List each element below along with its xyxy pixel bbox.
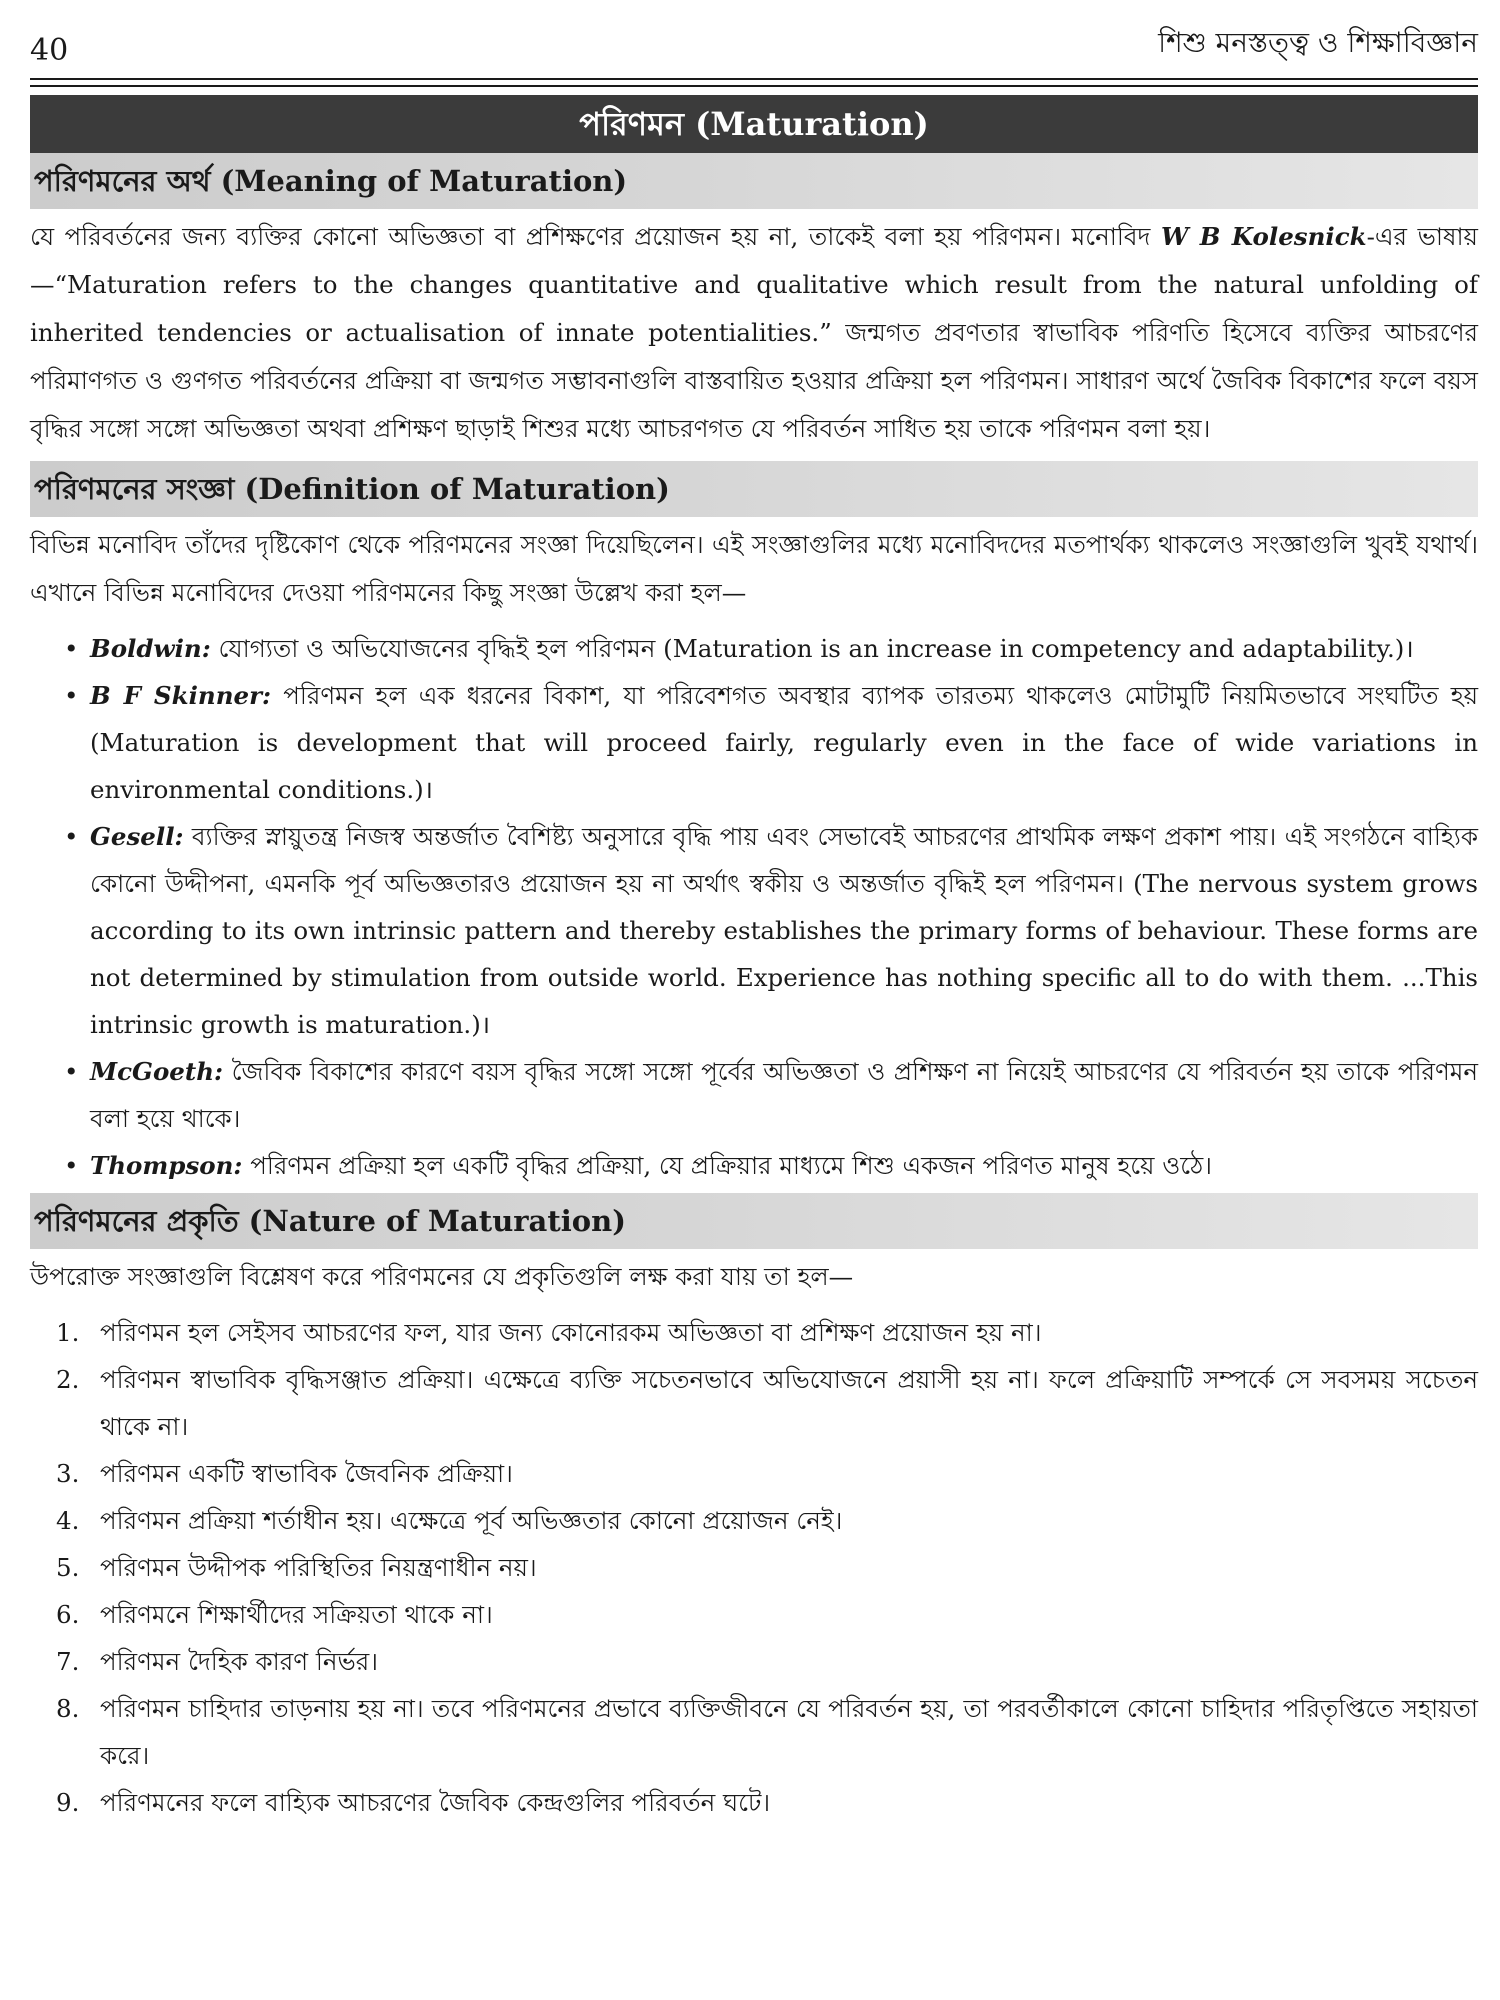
nature-text: পরিণমন চাহিদার তাড়নায় হয় না। তবে পরিণমনের প্রভাবে ব্যক্তিজীবনে যে পরিবর্তন হয়, তা পরবর্তীকালে কোনো চাহিদার পরিতৃপ্তিতে সহায়তা করে। [100, 1694, 1478, 1770]
nature-text: পরিণমন হল সেইসব আচরণের ফল, যার জন্য কোনোরকম অভিজ্ঞতা বা প্রশিক্ষণ প্রয়োজন হয় না। [100, 1318, 1042, 1347]
definition-item [64, 813, 1478, 1048]
nature-list [30, 1309, 1478, 1826]
nature-item [56, 1779, 1478, 1826]
meaning-paragraph [30, 213, 1478, 453]
page-number: 40 [30, 33, 69, 68]
section-heading-meaning: পরিণমনের অর্থ (Meaning of Maturation) [30, 153, 1478, 209]
definition-text: জৈবিক বিকাশের কারণে বয়স বৃদ্ধির সঙ্গো সঙ্গো পূর্বের অভিজ্ঞতা ও প্রশিক্ষণ না নিয়েই আচরণের যে পরিবর্তন হয় তাকে পরিণমন বলা হয়ে থাকে। [90, 1057, 1478, 1133]
definition-list [30, 625, 1478, 1189]
item-number: 4. [56, 1506, 80, 1535]
bullet-icon: • [64, 634, 79, 663]
bullet-icon: • [64, 681, 79, 710]
item-number: 6. [56, 1600, 80, 1629]
bullet-icon: • [64, 1057, 79, 1086]
nature-intro: উপরোক্ত সংজ্ঞাগুলি বিশ্লেষণ করে পরিণমনের যে প্রকৃতিগুলি লক্ষ করা যায় তা হল— [30, 1262, 854, 1291]
nature-item [56, 1450, 1478, 1497]
nature-item [56, 1309, 1478, 1356]
nature-text: পরিণমনের ফলে বাহ্যিক আচরণের জৈবিক কেন্দ্রগুলির পরিবর্তন ঘটে। [100, 1788, 771, 1817]
definition-term: Gesell: [90, 822, 184, 851]
nature-item [56, 1497, 1478, 1544]
item-number: 9. [56, 1788, 80, 1817]
definition-term: B F Skinner: [90, 681, 272, 710]
bullet-icon: • [64, 1151, 79, 1180]
author-name: W B Kolesnick [1160, 222, 1367, 251]
section-heading-definition: পরিণমনের সংজ্ঞা (Definition of Maturation) [30, 461, 1478, 517]
section-heading-nature: পরিণমনের প্রকৃতি (Nature of Maturation) [30, 1193, 1478, 1249]
item-number: 5. [56, 1553, 80, 1582]
nature-item [56, 1356, 1478, 1450]
running-head [30, 24, 1478, 68]
nature-text: পরিণমন দৈহিক কারণ নির্ভর। [100, 1647, 378, 1676]
definition-text: পরিণমন প্রক্রিয়া হল একটি বৃদ্ধির প্রক্রিয়া, যে প্রক্রিয়ার মাধ্যমে শিশু একজন পরিণত মানুষ হয়ে ওঠে। [242, 1151, 1212, 1180]
definition-item [64, 1048, 1478, 1142]
definition-term: Thompson: [90, 1151, 243, 1180]
nature-text: পরিণমনে শিক্ষার্থীদের সক্রিয়তা থাকে না। [100, 1600, 493, 1629]
item-number: 3. [56, 1459, 80, 1488]
nature-item [56, 1544, 1478, 1591]
nature-item [56, 1685, 1478, 1779]
definition-text: পরিণমন হল এক ধরনের বিকাশ, যা পরিবেশগত অবস্থার ব্যাপক তারতম্য থাকলেও মোটামুটি নিয়মিতভাবে সংঘটিত হয় (Maturation is development that will proceed fairly, regularly even in the face of wide variations in environmental conditions.)। [90, 681, 1478, 804]
definition-item [64, 625, 1478, 672]
item-number: 7. [56, 1647, 80, 1676]
nature-text: পরিণমন স্বাভাবিক বৃদ্ধিসঞ্জাত প্রক্রিয়া। এক্ষেত্রে ব্যক্তি সচেতনভাবে অভিযোজনে প্রয়াসী হয় না। ফলে প্রক্রিয়াটি সম্পর্কে সে সবসময় সচেতন থাকে না। [100, 1365, 1478, 1441]
definition-item [64, 672, 1478, 813]
nature-item [56, 1638, 1478, 1685]
meaning-text-1: যে পরিবর্তনের জন্য ব্যক্তির কোনো অভিজ্ঞতা বা প্রশিক্ষণের প্রয়োজন হয় না, তাকেই বলা হয় পরিণমন। মনোবিদ [30, 222, 1161, 251]
definition-term: Boldwin: [90, 634, 211, 663]
chapter-title-banner: পরিণমন (Maturation) [30, 95, 1478, 153]
nature-text: পরিণমন উদ্দীপক পরিস্থিতির নিয়ন্ত্রণাধীন নয়। [100, 1553, 537, 1582]
definition-intro: বিভিন্ন মনোবিদ তাঁদের দৃষ্টিকোণ থেকে পরিণমনের সংজ্ঞা দিয়েছিলেন। এই সংজ্ঞাগুলির মধ্যে মনোবিদদের মতপার্থক্য থাকলেও সংজ্ঞাগুলি খুবই যথার্থ। এখানে বিভিন্ন মনোবিদের দেওয়া পরিণমনের কিছু সংজ্ঞা উল্লেখ করা হল— [30, 530, 1478, 607]
book-title: শিশু মনস্তত্ত্ব ও শিক্ষাবিজ্ঞান [1158, 26, 1478, 59]
item-number: 1. [56, 1318, 80, 1347]
item-number: 8. [56, 1694, 80, 1723]
definition-term: McGoeth: [90, 1057, 224, 1086]
definition-item [64, 1142, 1478, 1189]
header-double-rule [30, 78, 1478, 87]
definition-text: ব্যক্তির স্নায়ুতন্ত্র নিজস্ব অন্তর্জাত বৈশিষ্ট্য অনুসারে বৃদ্ধি পায় এবং সেভাবেই আচরণের প্রাথমিক লক্ষণ প্রকাশ পায়। এই সংগঠনে বাহ্যিক কোনো উদ্দীপনা, এমনকি পূর্ব অভিজ্ঞতারও প্রয়োজন হয় না অর্থাৎ স্বকীয় ও অন্তর্জাত বৃদ্ধিই হল পরিণমন। (The nervous system grows according to its own intrinsic pattern and thereby establishes the primary forms of behaviour. These forms are not determined by stimulation from outside world. Experience has nothing specific all to do with them. ...This intrinsic growth is maturation.)। [90, 822, 1478, 1039]
nature-text: পরিণমন প্রক্রিয়া শর্তাধীন হয়। এক্ষেত্রে পূর্ব অভিজ্ঞতার কোনো প্রয়োজন নেই। [100, 1506, 843, 1535]
item-number: 2. [56, 1365, 80, 1394]
nature-text: পরিণমন একটি স্বাভাবিক জৈবনিক প্রক্রিয়া। [100, 1459, 513, 1488]
bullet-icon: • [64, 822, 79, 851]
nature-item [56, 1591, 1478, 1638]
definition-text: যোগ্যতা ও অভিযোজনের বৃদ্ধিই হল পরিণমন (Maturation is an increase in competency and adaptability.)। [210, 634, 1414, 663]
meaning-text-2: -এর ভাষায়—“Maturation refers to the changes quantitative and qualitative which result from the natural unfolding of inherited tendencies or actualisation of innate potentialities.” জন্মগত প্রবণতার স্বাভাবিক পরিণতি হিসেবে ব্যক্তির আচরণের পরিমাণগত ও গুণগত পরিবর্তনের প্রক্রিয়া বা জন্মগত সম্ভাবনাগুলি বাস্তবায়িত হওয়ার প্রক্রিয়া হল পরিণমন। সাধারণ অর্থে জৈবিক বিকাশের ফলে বয়স বৃদ্ধির সঙ্গো সঙ্গো অভিজ্ঞতা অথবা প্রশিক্ষণ ছাড়াই শিশুর মধ্যে আচরণগত যে পরিবর্তন সাধিত হয় তাকে পরিণমন বলা হয়। [30, 222, 1478, 443]
